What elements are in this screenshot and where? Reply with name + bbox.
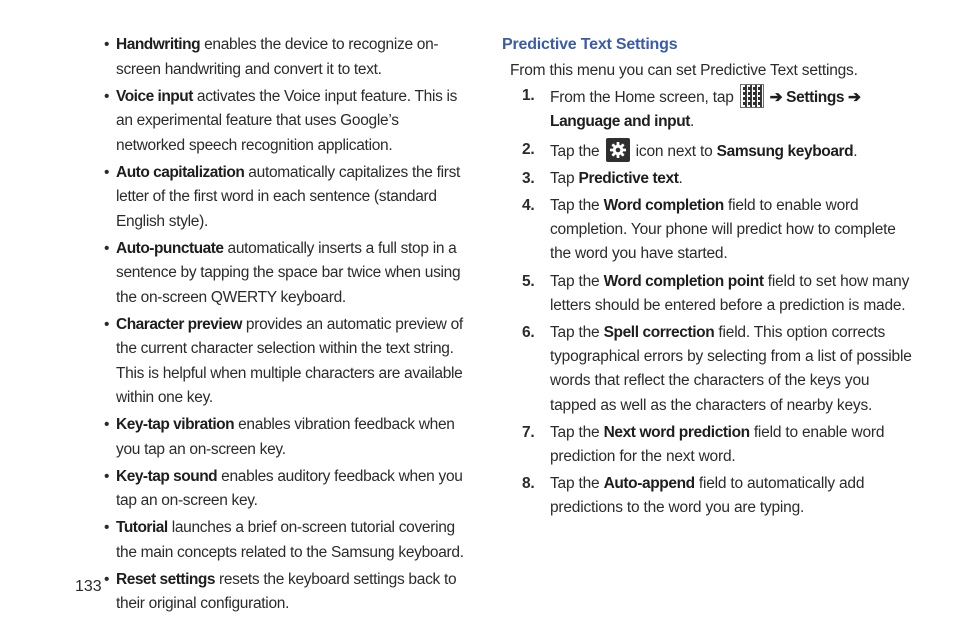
bullet-term: Key-tap sound: [116, 467, 218, 485]
intro-text: From this menu you can set Predictive Text settings.: [510, 62, 858, 79]
apps-grid-icon: [740, 84, 764, 108]
bullet-marker: •: [104, 239, 110, 257]
bullet-text: enables vibration feedback when you tap an on-screen key.: [116, 416, 455, 458]
step-bold: Auto-append: [603, 475, 695, 493]
step-text: field to set how many letters should be entered before a prediction is made.: [550, 272, 910, 314]
bullet-key-tap-vibration: [104, 413, 466, 462]
bullet-text: provides an automatic preview of the current character selection within the text string. This is helpful when multiple characters are available within one key.: [116, 315, 463, 406]
step-number: 7.: [522, 423, 535, 441]
page-number: 133: [75, 578, 102, 595]
step-text: Tap the: [550, 475, 604, 493]
bullet-reset-settings: [104, 568, 466, 617]
bullet-marker: •: [104, 163, 110, 181]
step-7: [502, 421, 912, 469]
step-5: [502, 270, 912, 318]
step-text: .: [690, 113, 695, 131]
bullet-marker: •: [104, 519, 110, 536]
arrow-glyph: ➔: [765, 89, 787, 107]
bullet-term: Voice input: [116, 87, 193, 105]
bullet-auto-capitalization: [104, 161, 466, 235]
step-bold: Predictive text: [578, 169, 679, 187]
bullet-marker: •: [104, 87, 110, 105]
step-text: Tap the: [550, 324, 604, 342]
step-text: Tap the: [550, 272, 604, 290]
step-text: field. This option corrects typographical errors by selecting from a list of possible words that reflect the characters of the keys you tapped as well as the characters of nearby keys.: [550, 324, 912, 414]
bullet-text: enables the device to recognize on-screen handwriting and convert it to text.: [116, 36, 439, 78]
gear-icon: [606, 138, 630, 162]
section-title: Predictive Text Settings: [502, 36, 678, 53]
step-text: field to automatically add predictions to the word you are typing.: [550, 475, 865, 517]
step-bold: Next word prediction: [603, 423, 750, 441]
step-text: Tap the: [550, 423, 604, 441]
bullet-key-tap-sound: [104, 465, 466, 514]
step-text: Tap the: [550, 142, 604, 160]
bullet-term: Auto-punctuate: [116, 239, 224, 257]
step-6: [502, 321, 912, 418]
bullet-auto-punctuate: [104, 237, 466, 311]
step-text: field to enable word completion. Your phone will predict how to complete the word you have started.: [550, 197, 896, 263]
step-bold: Word completion: [603, 197, 724, 215]
bullet-term: Auto capitalization: [116, 163, 245, 181]
bullet-marker: •: [104, 315, 110, 333]
step-number: 5.: [522, 272, 535, 290]
step-text: .: [678, 169, 683, 187]
bullet-tutorial: [104, 516, 466, 565]
step-8: [502, 472, 912, 520]
step-4: [502, 194, 912, 267]
bullet-term: Key-tap vibration: [116, 416, 235, 433]
step-number: 1.: [522, 87, 535, 105]
bullet-term: Tutorial: [116, 519, 168, 536]
step-text: Tap the: [550, 197, 604, 215]
step-3: [502, 167, 912, 191]
step-number: 3.: [522, 169, 535, 187]
bullet-text: automatically inserts a full stop in a sentence by tapping the space bar twice when using the on-screen QWERTY keyboard.: [116, 239, 461, 306]
bullet-marker: •: [104, 467, 110, 485]
bullet-term: Reset settings: [116, 570, 215, 588]
step-bold: Settings: [786, 89, 845, 107]
step-bold: Language and input: [550, 113, 691, 131]
step-2: [502, 138, 912, 164]
step-text: From the Home screen, tap: [550, 89, 738, 107]
left-column: [104, 33, 466, 619]
bullet-term: Character preview: [116, 315, 242, 333]
step-number: 2.: [522, 140, 535, 158]
bullet-character-preview: [104, 313, 466, 411]
bullet-text: launches a brief on-screen tutorial covering the main concepts related to the Samsung keyboard.: [116, 519, 464, 561]
step-1: [502, 84, 912, 134]
arrow-glyph: ➔: [844, 89, 861, 107]
step-number: 4.: [522, 197, 535, 215]
step-bold: Spell correction: [603, 324, 715, 342]
step-bold: Samsung keyboard: [716, 142, 854, 160]
step-text: Tap: [550, 169, 579, 187]
bullet-marker: •: [104, 570, 110, 588]
bullet-marker: •: [104, 36, 110, 53]
bullet-text: automatically capitalizes the first letter of the first word in each sentence (standard English style).: [116, 163, 461, 230]
step-text: icon next to: [631, 142, 717, 160]
step-number: 8.: [522, 475, 535, 493]
step-bold: Word completion point: [603, 272, 764, 290]
step-text: .: [853, 142, 858, 160]
right-column: [502, 33, 912, 524]
bullet-text: resets the keyboard settings back to their original configuration.: [116, 570, 457, 612]
bullet-marker: •: [104, 416, 110, 433]
step-text: field to enable word prediction for the next word.: [550, 423, 885, 466]
bullet-term: Handwriting: [116, 36, 201, 53]
bullet-text: enables auditory feedback when you tap an on-screen key.: [116, 467, 463, 509]
bullet-voice-input: [104, 85, 466, 159]
bullet-handwriting: [104, 33, 466, 82]
step-number: 6.: [522, 324, 535, 342]
bullet-text: activates the Voice input feature. This is an experimental feature that uses Google’s networked speech recognition application.: [116, 87, 458, 154]
